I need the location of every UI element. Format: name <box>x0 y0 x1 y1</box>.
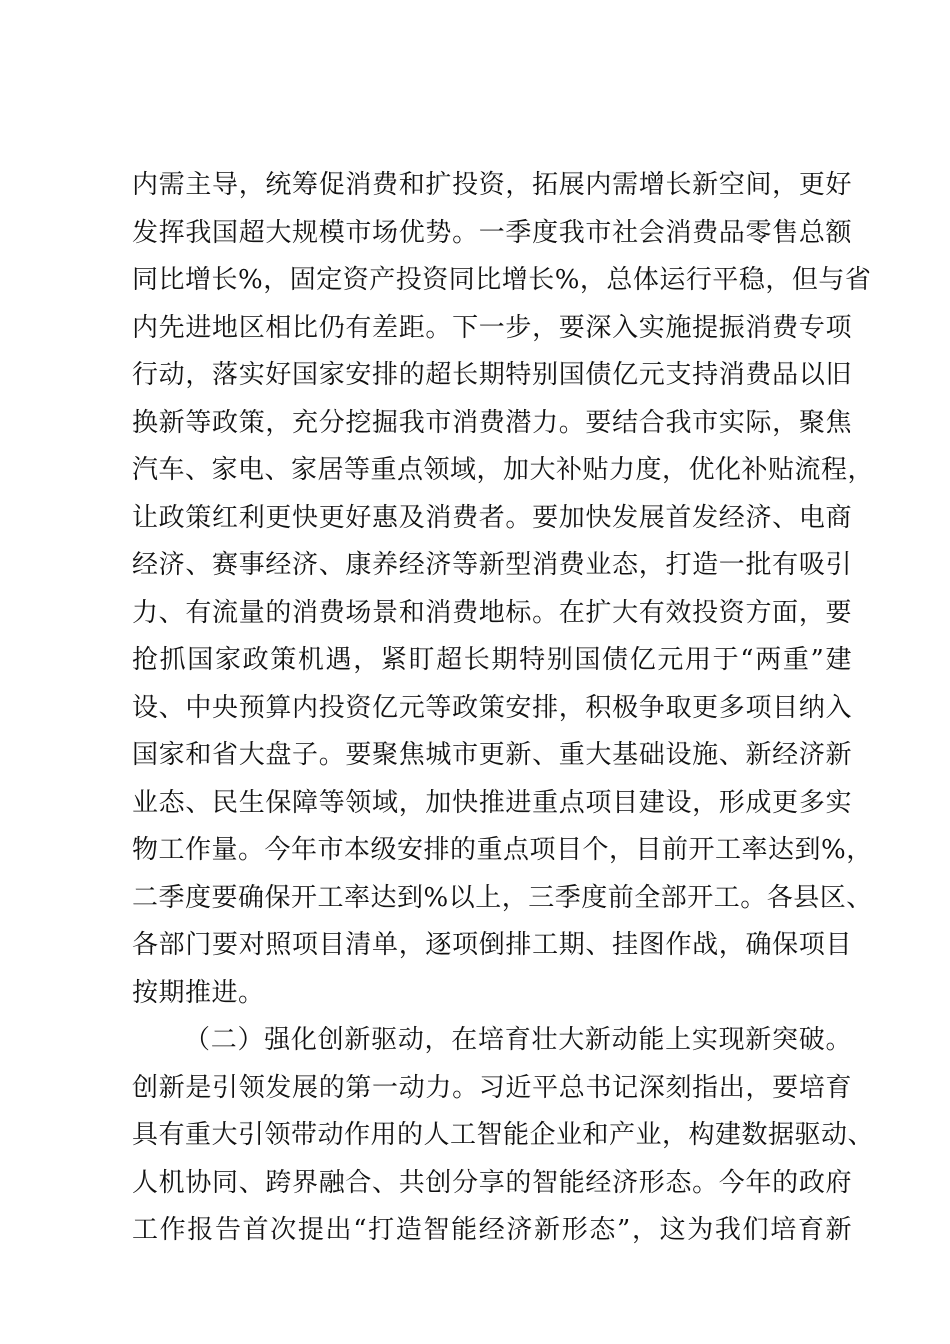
text-line: 按期推进。 <box>132 977 265 1008</box>
text-line: 创新是引领发展的第一动力。习近平总书记深刻指出，要培育 <box>132 1072 852 1103</box>
section-heading: （二）强化创新驱动，在培育壮大新动能上实现新突破。 <box>184 1025 852 1055</box>
text-line: 具有重大引领带动作用的人工智能企业和产业，构建数据驱动、 <box>132 1120 875 1150</box>
text-line: 工作报告首次提出“打造智能经济新形态”，这为我们培育新 <box>132 1215 852 1245</box>
text-line: 力、有流量的消费场景和消费地标。在扩大有效投资方面，要 <box>132 597 852 628</box>
text-line: 抢抓国家政策机遇，紧盯超长期特别国债亿元用于“两重”建 <box>132 645 852 675</box>
text-line: 内需主导，统筹促消费和扩投资，拓展内需增长新空间，更好 <box>132 170 852 200</box>
text-line: 行动，落实好国家安排的超长期特别国债亿元支持消费品以旧 <box>132 360 852 390</box>
text-line: 物工作量。今年市本级安排的重点项目个，目前开工率达到%， <box>132 835 873 865</box>
body-text <box>132 162 875 1255</box>
text-line: 同比增长%，固定资产投资同比增长%，总体运行平稳，但与省 <box>132 265 872 295</box>
text-line: 二季度要确保开工率达到%以上，三季度前全部开工。各县区、 <box>132 882 873 913</box>
text-line: 换新等政策，充分挖掘我市消费潜力。要结合我市实际，聚焦 <box>132 407 852 438</box>
text-line: 人机协同、跨界融合、共创分享的智能经济形态。今年的政府 <box>132 1167 852 1198</box>
text-line: 国家和省大盘子。要聚焦城市更新、重大基础设施、新经济新 <box>132 740 852 770</box>
text-line: 内先进地区相比仍有差距。下一步，要深入实施提振消费专项 <box>132 312 852 343</box>
text-line: 让政策红利更快更好惠及消费者。要加快发展首发经济、电商 <box>132 502 852 533</box>
text-line: 经济、赛事经济、康养经济等新型消费业态，打造一批有吸引 <box>132 550 852 580</box>
text-line: 发挥我国超大规模市场优势。一季度我市社会消费品零售总额 <box>132 217 852 248</box>
text-line: 业态、民生保障等领域，加快推进重点项目建设，形成更多实 <box>132 787 852 818</box>
text-line: 汽车、家电、家居等重点领域，加大补贴力度，优化补贴流程， <box>132 455 875 485</box>
text-line: 设、中央预算内投资亿元等政策安排，积极争取更多项目纳入 <box>132 692 852 723</box>
text-line: 各部门要对照项目清单，逐项倒排工期、挂图作战，确保项目 <box>132 930 852 960</box>
